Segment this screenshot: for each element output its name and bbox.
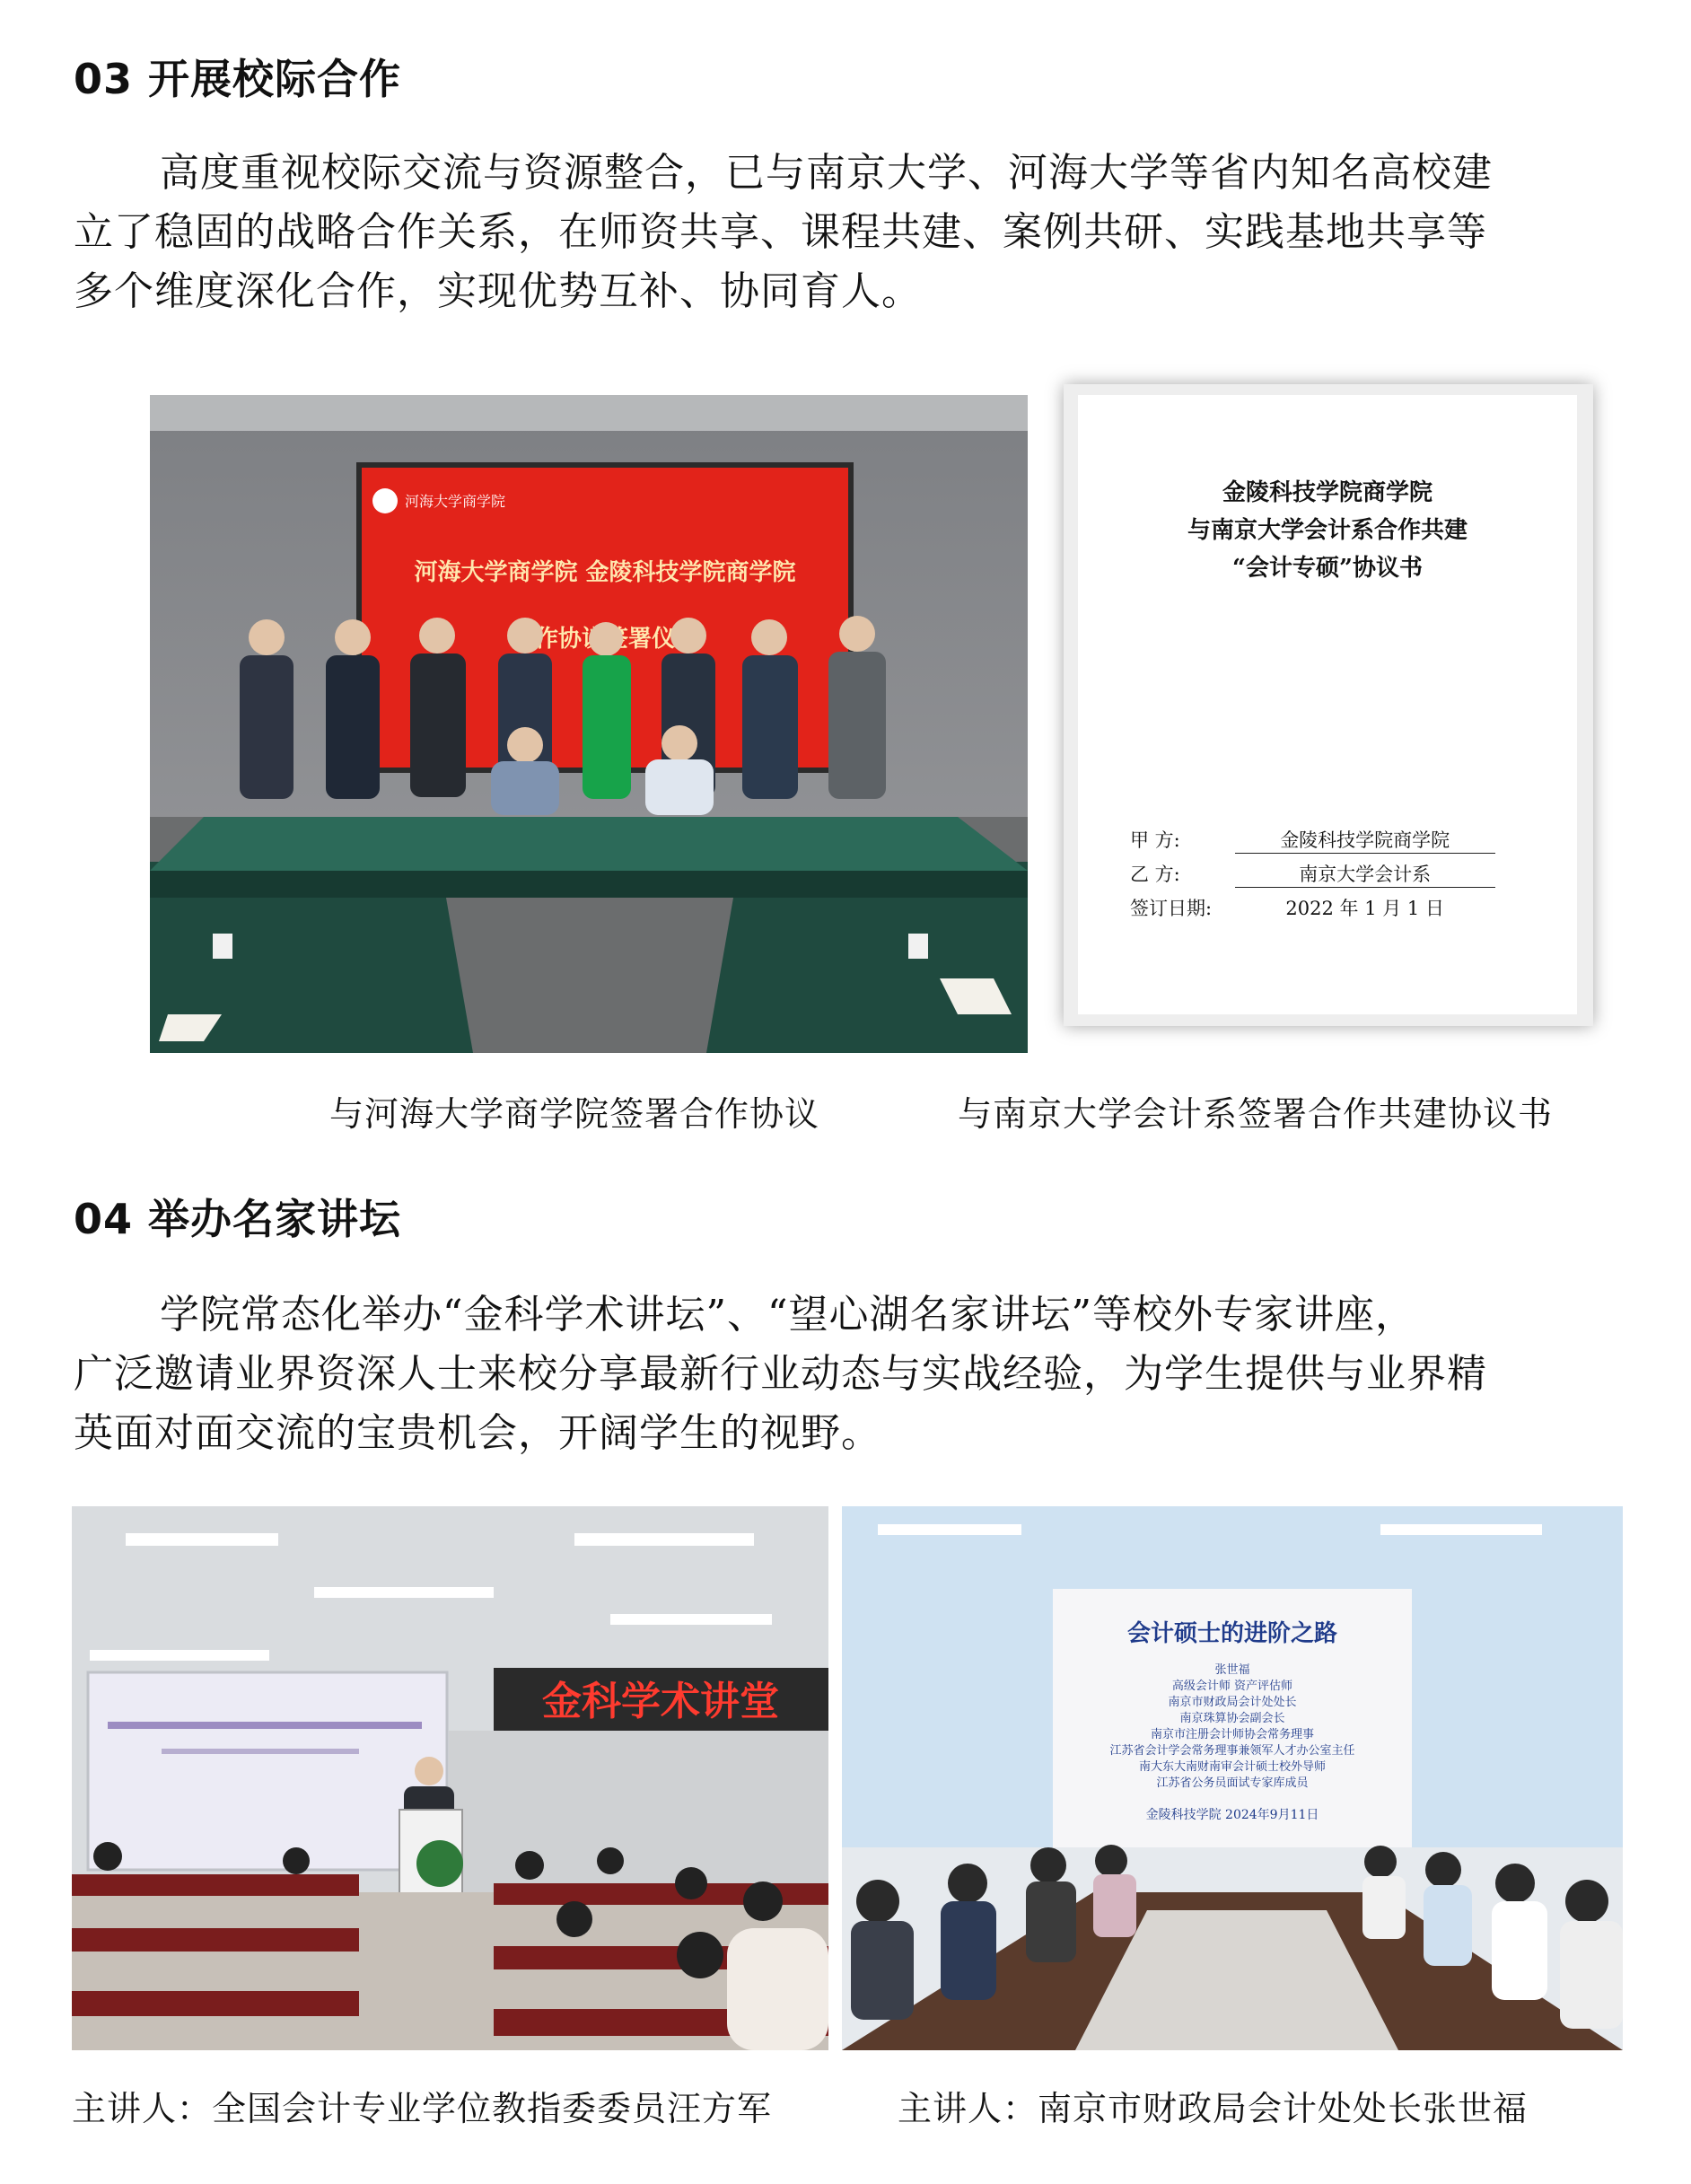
signing-date-value: 2022 年 1 月 1 日 [1285, 898, 1444, 919]
paragraph-line: 英面对面交流的宝贵机会，开阔学生的视野。 [74, 1410, 881, 1456]
signing-ceremony-photo [150, 395, 1028, 1053]
agreement-title-line: 与南京大学会计系合作共建 [1187, 517, 1468, 544]
paragraph-line: 学院常态化举办“金科学术讲坛”、“望心湖名家讲坛”等校外专家讲座， [160, 1292, 1415, 1338]
paragraph-line: 高度重视校际交流与资源整合，已与南京大学、河海大学等省内知名高校建 [160, 150, 1493, 196]
screen-line: 南京珠算协会副会长 [1179, 1712, 1285, 1725]
caption-lecture-speaker-zhang: 主讲人：南京市财政局会计处处长张世福 [898, 2089, 1529, 2128]
party-a-value: 金陵科技学院商学院 [1235, 826, 1495, 854]
agreement-title-line: 金陵科技学院商学院 [1222, 479, 1433, 506]
paragraph-line: 广泛邀请业界资深人士来校分享最新行业动态与实战经验，为学生提供与业界精 [74, 1351, 1487, 1397]
party-a-row [1130, 826, 1543, 854]
screen-line: 南大东大南财南审会计硕士校外导师 [1138, 1760, 1327, 1774]
paragraph-line: 立了稳固的战略合作关系，在师资共享、课程共建、案例共研、实践基地共享等 [74, 209, 1487, 255]
paragraph-line: 多个维度深化合作，实现优势互补、协同育人。 [74, 268, 922, 314]
section-04-paragraph [74, 1285, 1617, 1463]
lecture-hall-photo [72, 1506, 828, 2050]
caption-nju-agreement: 与南京大学会计系签署合作共建协议书 [958, 1094, 1554, 1134]
signing-date-row [1130, 894, 1543, 921]
party-b-row [1130, 860, 1543, 888]
screen-line: 高级会计师 资产评估师 [1171, 1680, 1293, 1693]
screen-line: 江苏省公务员面试专家库成员 [1156, 1776, 1309, 1790]
caption-lecture-speaker-wang: 主讲人：全国会计专业学位教指委委员汪方军 [72, 2089, 773, 2128]
party-a-label: 甲 方: [1130, 829, 1180, 851]
banner-logo: 河海大学商学院 [405, 493, 506, 510]
screen-line: 张世福 [1214, 1663, 1250, 1677]
party-b-label: 乙 方: [1130, 864, 1180, 885]
agreement-document-photo [1064, 384, 1593, 1026]
screen-line: 南京市注册会计师协会常务理事 [1150, 1728, 1315, 1741]
screen-footer: 金陵科技学院 2024年9月11日 [1145, 1808, 1319, 1822]
agreement-title-line: “会计专硕”协议书 [1232, 555, 1423, 582]
screen-line: 南京市财政局会计处处长 [1168, 1696, 1297, 1709]
screen-title: 会计硕士的进阶之路 [1126, 1620, 1338, 1647]
section-03-heading: 03 开展校际合作 [74, 55, 402, 103]
party-b-value: 南京大学会计系 [1235, 860, 1495, 888]
caption-hohai-agreement: 与河海大学商学院签署合作协议 [329, 1094, 820, 1134]
section-04-heading: 04 举办名家讲坛 [74, 1195, 402, 1243]
seminar-room-photo [842, 1506, 1623, 2050]
signing-date-label: 签订日期: [1130, 898, 1213, 919]
screen-line: 江苏省会计学会常务理事兼领军人才办公室主任 [1109, 1744, 1355, 1758]
lecture-sign: 金科学术讲堂 [542, 1679, 779, 1724]
banner-title: 河海大学商学院 金陵科技学院商学院 [414, 559, 796, 586]
agreement-title [1078, 474, 1577, 587]
section-03-paragraph [74, 144, 1617, 321]
agreement-paper [1078, 395, 1577, 1014]
